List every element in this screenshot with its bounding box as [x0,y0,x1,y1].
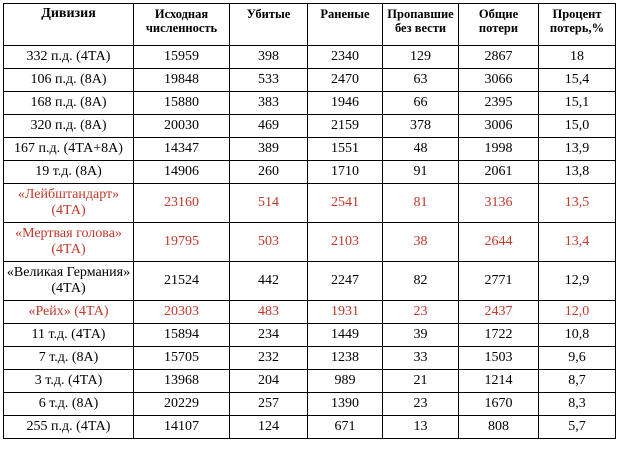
table-row [4,301,616,324]
table-row [4,262,616,301]
table-row [4,223,616,262]
table-row [4,416,616,439]
cell-wounded: 2247 [308,262,383,301]
cell-division: 332 п.д. (4ТА) [4,46,134,69]
cell-strength: 15894 [134,324,230,347]
header-percent: Процент потерь,% [539,4,616,46]
cell-killed: 124 [230,416,308,439]
cell-missing: 38 [383,223,459,262]
cell-wounded: 671 [308,416,383,439]
cell-killed: 533 [230,69,308,92]
cell-strength: 19795 [134,223,230,262]
cell-total: 2061 [459,161,539,184]
cell-strength: 13968 [134,370,230,393]
cell-killed: 232 [230,347,308,370]
cell-wounded: 1710 [308,161,383,184]
cell-total: 1998 [459,138,539,161]
cell-strength: 15959 [134,46,230,69]
cell-division: 19 т.д. (8А) [4,161,134,184]
cell-wounded: 1931 [308,301,383,324]
cell-killed: 469 [230,115,308,138]
cell-wounded: 2103 [308,223,383,262]
cell-wounded: 1238 [308,347,383,370]
cell-wounded: 1449 [308,324,383,347]
cell-total: 3136 [459,184,539,223]
cell-missing: 33 [383,347,459,370]
table-row [4,324,616,347]
cell-strength: 15705 [134,347,230,370]
cell-missing: 378 [383,115,459,138]
cell-strength: 21524 [134,262,230,301]
cell-wounded: 2470 [308,69,383,92]
cell-total: 1503 [459,347,539,370]
cell-missing: 13 [383,416,459,439]
cell-percent: 13,8 [539,161,616,184]
cell-division: 11 т.д. (4ТА) [4,324,134,347]
table-row [4,370,616,393]
cell-strength: 14347 [134,138,230,161]
header-row [4,4,616,46]
cell-division: «Лейбштандарт» (4ТА) [4,184,134,223]
cell-total: 3066 [459,69,539,92]
cell-missing: 129 [383,46,459,69]
header-total: Общие потери [459,4,539,46]
cell-division: «Мертвая голова» (4ТА) [4,223,134,262]
cell-killed: 204 [230,370,308,393]
cell-strength: 15880 [134,92,230,115]
cell-wounded: 2159 [308,115,383,138]
cell-missing: 21 [383,370,459,393]
cell-strength: 20030 [134,115,230,138]
cell-wounded: 1946 [308,92,383,115]
table-row [4,347,616,370]
table-row [4,92,616,115]
cell-percent: 15,1 [539,92,616,115]
cell-percent: 5,7 [539,416,616,439]
cell-strength: 14107 [134,416,230,439]
cell-total: 1722 [459,324,539,347]
cell-division: 167 п.д. (4ТА+8А) [4,138,134,161]
cell-total: 2867 [459,46,539,69]
cell-percent: 10,8 [539,324,616,347]
cell-killed: 260 [230,161,308,184]
cell-killed: 514 [230,184,308,223]
cell-missing: 48 [383,138,459,161]
cell-missing: 63 [383,69,459,92]
cell-missing: 23 [383,393,459,416]
cell-percent: 13,5 [539,184,616,223]
table-row [4,46,616,69]
cell-wounded: 989 [308,370,383,393]
cell-total: 2395 [459,92,539,115]
cell-wounded: 2541 [308,184,383,223]
cell-percent: 18 [539,46,616,69]
cell-missing: 91 [383,161,459,184]
cell-division: 6 т.д. (8А) [4,393,134,416]
cell-missing: 39 [383,324,459,347]
cell-strength: 20303 [134,301,230,324]
table-body [4,46,616,439]
cell-division: 106 п.д. (8А) [4,69,134,92]
cell-killed: 257 [230,393,308,416]
cell-division: 255 п.д. (4ТА) [4,416,134,439]
cell-missing: 23 [383,301,459,324]
cell-division: 7 т.д. (8А) [4,347,134,370]
table-row [4,184,616,223]
cell-total: 2437 [459,301,539,324]
cell-missing: 81 [383,184,459,223]
header-missing: Пропавшие без вести [383,4,459,46]
cell-total: 2644 [459,223,539,262]
cell-percent: 15,0 [539,115,616,138]
cell-percent: 8,3 [539,393,616,416]
cell-killed: 383 [230,92,308,115]
cell-percent: 8,7 [539,370,616,393]
cell-division: 168 п.д. (8А) [4,92,134,115]
cell-division: «Великая Германия» (4ТА) [4,262,134,301]
cell-division: 3 т.д. (4ТА) [4,370,134,393]
cell-killed: 389 [230,138,308,161]
header-division: Дивизия [4,4,134,46]
cell-missing: 82 [383,262,459,301]
cell-wounded: 2340 [308,46,383,69]
cell-wounded: 1551 [308,138,383,161]
cell-killed: 442 [230,262,308,301]
table-row [4,69,616,92]
cell-percent: 13,4 [539,223,616,262]
cell-percent: 15,4 [539,69,616,92]
cell-wounded: 1390 [308,393,383,416]
header-wounded: Раненые [308,4,383,46]
table-row [4,161,616,184]
cell-total: 808 [459,416,539,439]
cell-killed: 503 [230,223,308,262]
cell-total: 3006 [459,115,539,138]
cell-strength: 23160 [134,184,230,223]
cell-percent: 12,9 [539,262,616,301]
cell-killed: 483 [230,301,308,324]
cell-division: 320 п.д. (8А) [4,115,134,138]
cell-percent: 13,9 [539,138,616,161]
cell-total: 2771 [459,262,539,301]
table-row [4,393,616,416]
header-strength: Исходная численность [134,4,230,46]
cell-strength: 19848 [134,69,230,92]
cell-killed: 234 [230,324,308,347]
cell-strength: 20229 [134,393,230,416]
cell-killed: 398 [230,46,308,69]
table-row [4,115,616,138]
cell-percent: 9,6 [539,347,616,370]
cell-total: 1670 [459,393,539,416]
cell-total: 1214 [459,370,539,393]
header-killed: Убитые [230,4,308,46]
cell-strength: 14906 [134,161,230,184]
cell-missing: 66 [383,92,459,115]
cell-division: «Рейх» (4ТА) [4,301,134,324]
cell-percent: 12,0 [539,301,616,324]
losses-table [3,3,616,439]
table-row [4,138,616,161]
